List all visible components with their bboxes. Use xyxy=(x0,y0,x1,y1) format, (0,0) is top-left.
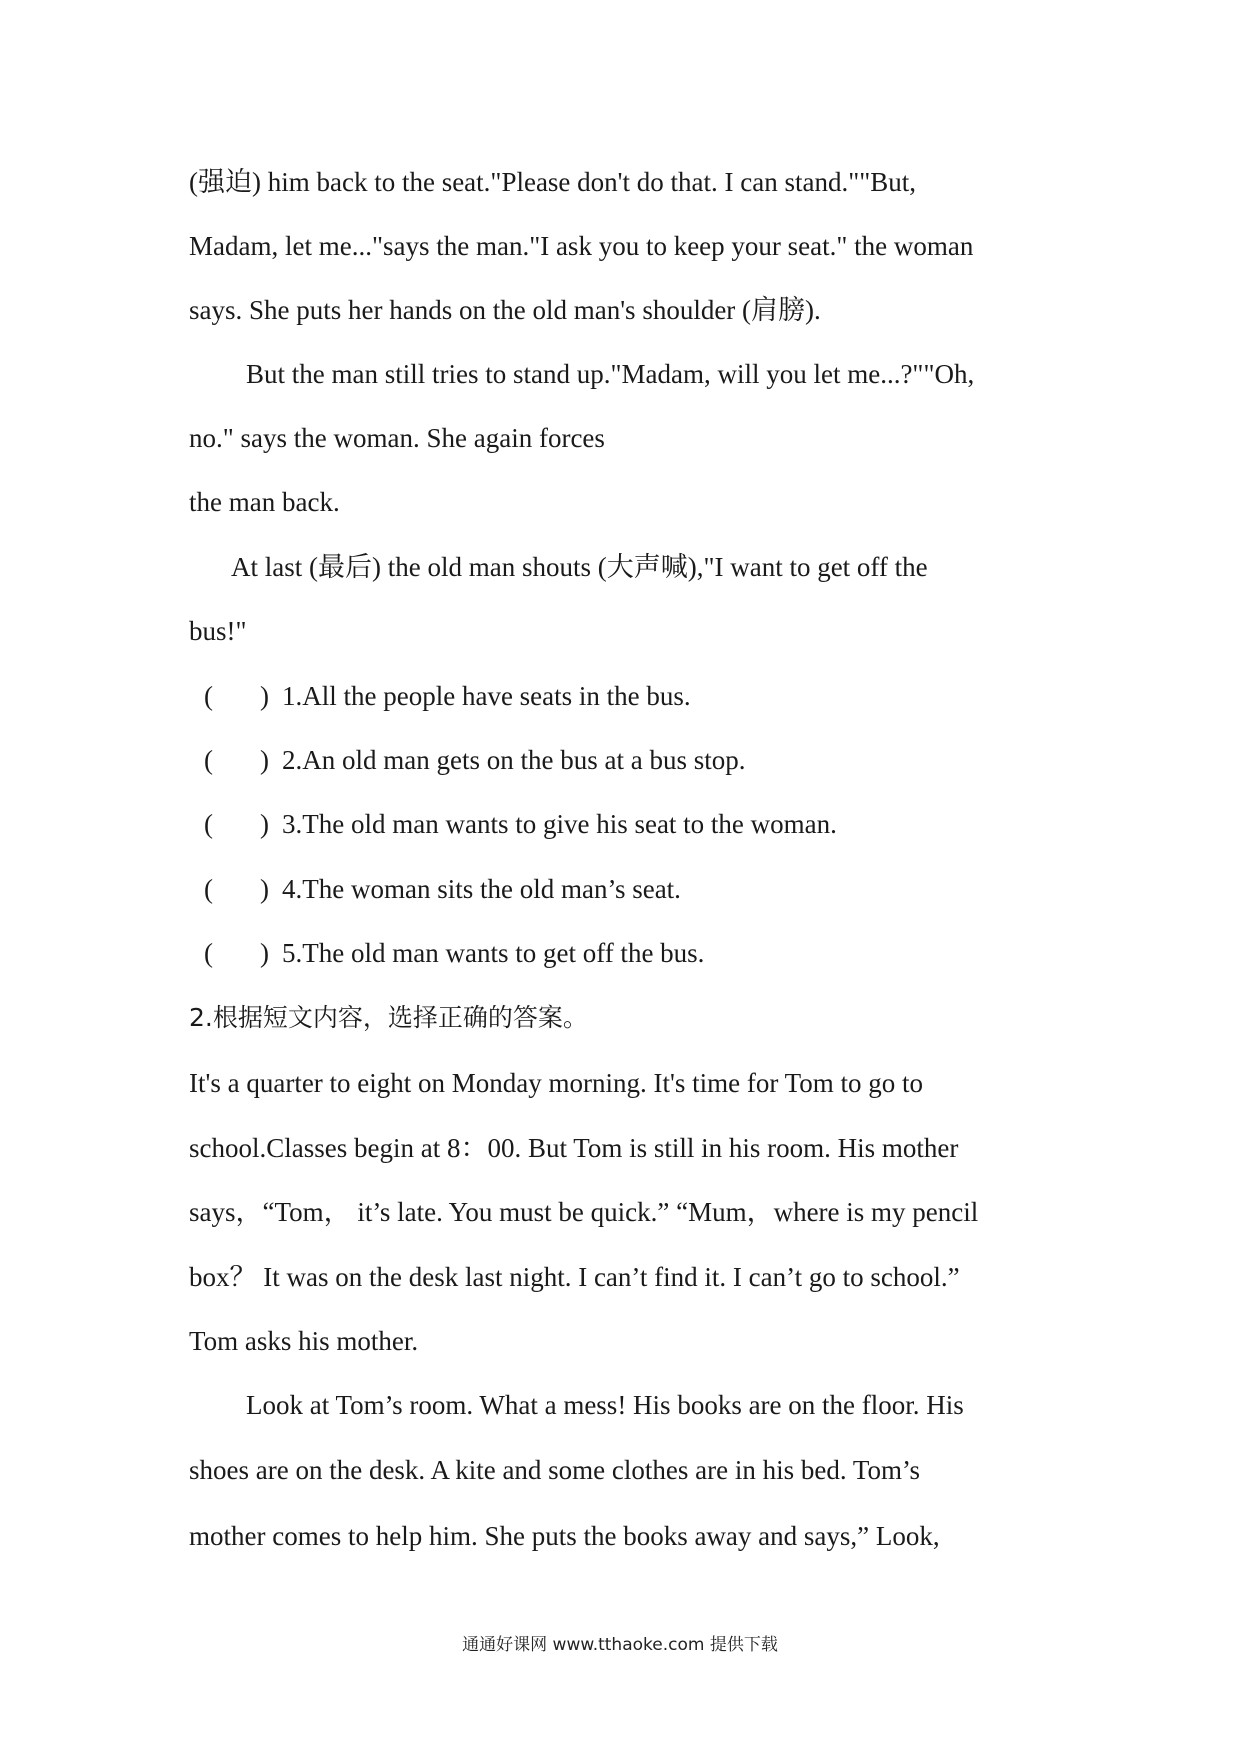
section2-line-7: shoes are on the desk. A kite and some clothes are in his bed. Tom’s xyxy=(189,1455,920,1485)
passage1-line-8: bus!" xyxy=(189,616,247,646)
question-text: 3.The old man wants to give his seat to the woman. xyxy=(282,809,837,839)
section2-line-4: box？ It was on the desk last night. I can’t find it. I can’t go to school.” xyxy=(189,1262,960,1292)
answer-blank-close: ) xyxy=(260,809,269,839)
question-text: 1.All the people have seats in the bus. xyxy=(282,681,691,711)
section2-heading: 2.根据短文内容，选择正确的答案。 xyxy=(189,1003,588,1032)
answer-blank-open[interactable]: ( xyxy=(204,809,213,839)
answer-blank-close: ) xyxy=(260,681,269,711)
passage1-line-4: But the man still tries to stand up."Madam, will you let me...?""Oh, xyxy=(246,359,975,389)
section2-line-2: school.Classes begin at 8：00. But Tom is still in his room. His mother xyxy=(189,1133,959,1163)
passage1-line-6: the man back. xyxy=(189,487,340,517)
section2-line-8: mother comes to help him. She puts the books away and says,” Look, xyxy=(189,1521,940,1551)
question-text: 4.The woman sits the old man’s seat. xyxy=(282,874,681,904)
answer-blank-open[interactable]: ( xyxy=(204,874,213,904)
passage1-line-1: (强迫) him back to the seat."Please don't do that. I can stand.""But, xyxy=(189,167,917,197)
answer-blank-open[interactable]: ( xyxy=(204,938,213,968)
answer-blank-close: ) xyxy=(260,874,269,904)
passage1-line-3: says. She puts her hands on the old man's shoulder (肩膀). xyxy=(189,295,821,325)
section2-line-6: Look at Tom’s room. What a mess! His books are on the floor. His xyxy=(246,1390,964,1420)
question-text: 2.An old man gets on the bus at a bus stop. xyxy=(282,745,746,775)
answer-blank-close: ) xyxy=(260,745,269,775)
section2-line-3: says，“Tom， it’s late. You must be quick.” “Mum，where is my pencil xyxy=(189,1197,979,1227)
answer-blank-open[interactable]: ( xyxy=(204,681,213,711)
passage1-line-5: no." says the woman. She again forces xyxy=(189,423,605,453)
section2-line-5: Tom asks his mother. xyxy=(189,1326,419,1356)
question-item xyxy=(204,807,837,841)
answer-blank-close: ) xyxy=(260,938,269,968)
answer-blank-open[interactable]: ( xyxy=(204,745,213,775)
question-item xyxy=(204,872,681,906)
passage1-line-2: Madam, let me..."says the man."I ask you to keep your seat." the woman xyxy=(189,231,974,261)
passage1-line-7: At last (最后) the old man shouts (大声喊),"I want to get off the xyxy=(231,552,928,582)
question-item xyxy=(204,679,691,713)
footer-credit: 通通好课网 www.tthaoke.com 提供下载 xyxy=(462,1635,778,1655)
section2-line-1: It's a quarter to eight on Monday morning. It's time for Tom to go to xyxy=(189,1068,923,1098)
question-item xyxy=(204,936,704,970)
question-item xyxy=(204,743,745,777)
question-text: 5.The old man wants to get off the bus. xyxy=(282,938,705,968)
